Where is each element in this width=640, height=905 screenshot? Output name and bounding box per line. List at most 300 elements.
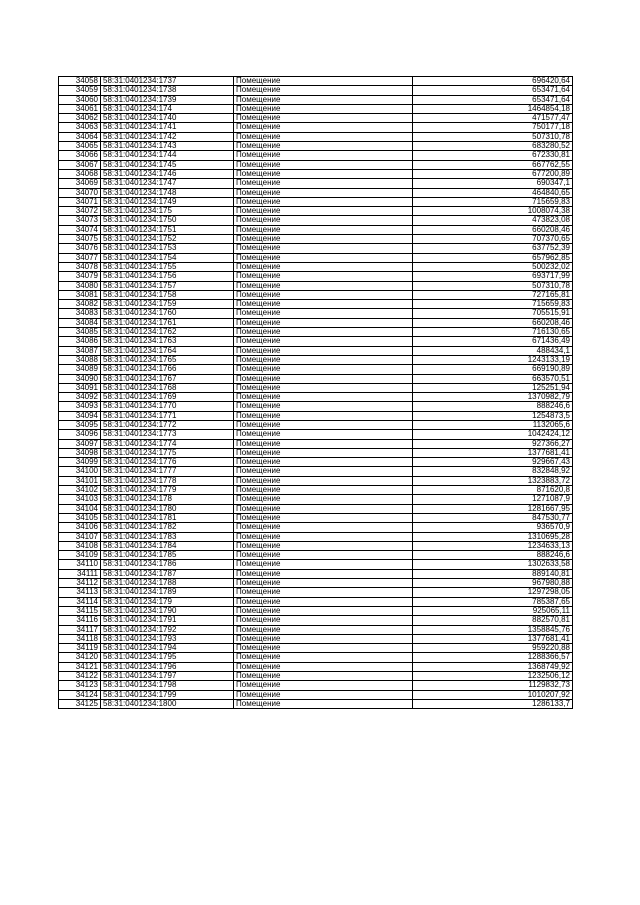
cadastral-number-cell: 58:31:0401234:1752 [101,235,234,244]
table-row [59,244,573,253]
table-row [59,597,573,606]
object-type-cell: Помещение [234,253,413,262]
object-type-cell: Помещение [234,188,413,197]
table-row [59,439,573,448]
table-row [59,551,573,560]
row-number-cell: 34111 [59,569,101,578]
object-type-cell: Помещение [234,569,413,578]
cadastral-value-cell: 1310695,28 [413,532,573,541]
cadastral-number-cell: 58:31:0401234:1745 [101,160,234,169]
cadastral-number-cell: 58:31:0401234:1772 [101,420,234,429]
row-number-cell: 34109 [59,551,101,560]
row-number-cell: 34074 [59,225,101,234]
row-number-cell: 34106 [59,523,101,532]
cadastral-value-cell: 669190,89 [413,365,573,374]
cadastral-value-cell: 1368749,92 [413,662,573,671]
row-number-cell: 34089 [59,365,101,374]
object-type-cell: Помещение [234,160,413,169]
cadastral-number-cell: 58:31:0401234:1739 [101,95,234,104]
object-type-cell: Помещение [234,290,413,299]
object-type-cell: Помещение [234,244,413,253]
object-type-cell: Помещение [234,551,413,560]
row-number-cell: 34080 [59,281,101,290]
cadastral-value-cell: 927366,27 [413,439,573,448]
table-row [59,606,573,615]
table-row [59,569,573,578]
property-table [58,76,573,709]
cadastral-value-cell: 1297298,05 [413,588,573,597]
table-row [59,95,573,104]
cadastral-number-cell: 58:31:0401234:1775 [101,448,234,457]
cadastral-value-cell: 653471,64 [413,86,573,95]
cadastral-value-cell: 750177,18 [413,123,573,132]
cadastral-value-cell: 889140,81 [413,569,573,578]
object-type-cell: Помещение [234,458,413,467]
table-row [59,616,573,625]
cadastral-number-cell: 58:31:0401234:1741 [101,123,234,132]
row-number-cell: 34097 [59,439,101,448]
cadastral-number-cell: 58:31:0401234:178 [101,495,234,504]
object-type-cell: Помещение [234,513,413,522]
row-number-cell: 34108 [59,541,101,550]
object-type-cell: Помещение [234,681,413,690]
cadastral-number-cell: 58:31:0401234:1767 [101,374,234,383]
object-type-cell: Помещение [234,430,413,439]
table-row [59,235,573,244]
object-type-cell: Помещение [234,699,413,708]
cadastral-value-cell: 1288366,57 [413,653,573,662]
object-type-cell: Помещение [234,690,413,699]
table-row [59,411,573,420]
row-number-cell: 34124 [59,690,101,699]
cadastral-value-cell: 888246,6 [413,551,573,560]
row-number-cell: 34107 [59,532,101,541]
cadastral-number-cell: 58:31:0401234:1756 [101,272,234,281]
table-row [59,393,573,402]
table-row [59,672,573,681]
cadastral-number-cell: 58:31:0401234:1746 [101,169,234,178]
cadastral-number-cell: 58:31:0401234:1792 [101,625,234,634]
row-number-cell: 34098 [59,448,101,457]
object-type-cell: Помещение [234,346,413,355]
cadastral-number-cell: 58:31:0401234:175 [101,207,234,216]
table-row [59,346,573,355]
table-row [59,253,573,262]
cadastral-number-cell: 58:31:0401234:1757 [101,281,234,290]
cadastral-value-cell: 473823,08 [413,216,573,225]
row-number-cell: 34120 [59,653,101,662]
table-row [59,513,573,522]
cadastral-value-cell: 967980,88 [413,579,573,588]
cadastral-value-cell: 683280,52 [413,142,573,151]
row-number-cell: 34085 [59,328,101,337]
cadastral-value-cell: 507310,78 [413,281,573,290]
table-row [59,588,573,597]
cadastral-value-cell: 672330,81 [413,151,573,160]
cadastral-value-cell: 671436,49 [413,337,573,346]
table-row [59,114,573,123]
row-number-cell: 34103 [59,495,101,504]
cadastral-number-cell: 58:31:0401234:1774 [101,439,234,448]
object-type-cell: Помещение [234,104,413,113]
table-row [59,207,573,216]
cadastral-number-cell: 58:31:0401234:1747 [101,179,234,188]
cadastral-value-cell: 882570,81 [413,616,573,625]
object-type-cell: Помещение [234,197,413,206]
table-row [59,197,573,206]
cadastral-value-cell: 1323883,72 [413,476,573,485]
cadastral-number-cell: 58:31:0401234:1750 [101,216,234,225]
cadastral-number-cell: 58:31:0401234:1766 [101,365,234,374]
row-number-cell: 34072 [59,207,101,216]
cadastral-number-cell: 58:31:0401234:1751 [101,225,234,234]
object-type-cell: Помещение [234,541,413,550]
cadastral-value-cell: 696420,64 [413,77,573,86]
cadastral-number-cell: 58:31:0401234:1795 [101,653,234,662]
row-number-cell: 34084 [59,318,101,327]
object-type-cell: Помещение [234,328,413,337]
cadastral-value-cell: 1377681,41 [413,634,573,643]
cadastral-value-cell: 677200,89 [413,169,573,178]
object-type-cell: Помещение [234,337,413,346]
row-number-cell: 34121 [59,662,101,671]
row-number-cell: 34068 [59,169,101,178]
cadastral-value-cell: 1358845,76 [413,625,573,634]
object-type-cell: Помещение [234,142,413,151]
cadastral-value-cell: 1129832,73 [413,681,573,690]
cadastral-number-cell: 58:31:0401234:1796 [101,662,234,671]
object-type-cell: Помещение [234,439,413,448]
row-number-cell: 34077 [59,253,101,262]
object-type-cell: Помещение [234,86,413,95]
row-number-cell: 34113 [59,588,101,597]
table-row [59,476,573,485]
cadastral-number-cell: 58:31:0401234:1798 [101,681,234,690]
cadastral-number-cell: 58:31:0401234:1797 [101,672,234,681]
row-number-cell: 34071 [59,197,101,206]
cadastral-value-cell: 1377681,41 [413,448,573,457]
row-number-cell: 34059 [59,86,101,95]
object-type-cell: Помещение [234,365,413,374]
table-row [59,142,573,151]
cadastral-value-cell: 1281667,95 [413,504,573,513]
object-type-cell: Помещение [234,374,413,383]
object-type-cell: Помещение [234,532,413,541]
object-type-cell: Помещение [234,207,413,216]
row-number-cell: 34076 [59,244,101,253]
row-number-cell: 34070 [59,188,101,197]
cadastral-value-cell: 488434,1 [413,346,573,355]
object-type-cell: Помещение [234,560,413,569]
table-row [59,355,573,364]
row-number-cell: 34078 [59,262,101,271]
object-type-cell: Помещение [234,281,413,290]
row-number-cell: 34058 [59,77,101,86]
table-body [59,77,573,709]
row-number-cell: 34101 [59,476,101,485]
table-row [59,625,573,634]
cadastral-value-cell: 727165,81 [413,290,573,299]
table-row [59,337,573,346]
row-number-cell: 34118 [59,634,101,643]
object-type-cell: Помещение [234,634,413,643]
cadastral-value-cell: 705515,91 [413,309,573,318]
table-row [59,579,573,588]
cadastral-number-cell: 58:31:0401234:1788 [101,579,234,588]
cadastral-value-cell: 125251,94 [413,383,573,392]
object-type-cell: Помещение [234,77,413,86]
cadastral-number-cell: 58:31:0401234:1771 [101,411,234,420]
cadastral-number-cell: 58:31:0401234:1737 [101,77,234,86]
row-number-cell: 34088 [59,355,101,364]
row-number-cell: 34073 [59,216,101,225]
row-number-cell: 34100 [59,467,101,476]
table-row [59,225,573,234]
row-number-cell: 34090 [59,374,101,383]
row-number-cell: 34066 [59,151,101,160]
object-type-cell: Помещение [234,355,413,364]
table-row [59,560,573,569]
cadastral-number-cell: 58:31:0401234:1785 [101,551,234,560]
object-type-cell: Помещение [234,662,413,671]
cadastral-number-cell: 58:31:0401234:1790 [101,606,234,615]
table-row [59,86,573,95]
object-type-cell: Помещение [234,504,413,513]
cadastral-number-cell: 58:31:0401234:1759 [101,300,234,309]
object-type-cell: Помещение [234,467,413,476]
row-number-cell: 34114 [59,597,101,606]
object-type-cell: Помещение [234,486,413,495]
table-row [59,486,573,495]
cadastral-number-cell: 58:31:0401234:1748 [101,188,234,197]
row-number-cell: 34075 [59,235,101,244]
table-row [59,216,573,225]
cadastral-value-cell: 500232,02 [413,262,573,271]
cadastral-value-cell: 888246,6 [413,402,573,411]
cadastral-number-cell: 58:31:0401234:1776 [101,458,234,467]
row-number-cell: 34096 [59,430,101,439]
table-row [59,541,573,550]
table-row [59,281,573,290]
cadastral-number-cell: 58:31:0401234:1793 [101,634,234,643]
table-row [59,179,573,188]
object-type-cell: Помещение [234,402,413,411]
object-type-cell: Помещение [234,606,413,615]
cadastral-number-cell: 58:31:0401234:174 [101,104,234,113]
table-row [59,383,573,392]
cadastral-value-cell: 1254873,5 [413,411,573,420]
cadastral-number-cell: 58:31:0401234:1765 [101,355,234,364]
table-row [59,644,573,653]
cadastral-number-cell: 58:31:0401234:1753 [101,244,234,253]
cadastral-number-cell: 58:31:0401234:1800 [101,699,234,708]
table-row [59,699,573,708]
table-row [59,123,573,132]
cadastral-number-cell: 58:31:0401234:1744 [101,151,234,160]
cadastral-number-cell: 58:31:0401234:1770 [101,402,234,411]
table-row [59,402,573,411]
table-row [59,272,573,281]
cadastral-number-cell: 58:31:0401234:1764 [101,346,234,355]
table-row [59,662,573,671]
row-number-cell: 34061 [59,104,101,113]
object-type-cell: Помещение [234,151,413,160]
cadastral-number-cell: 58:31:0401234:1794 [101,644,234,653]
cadastral-value-cell: 871620,8 [413,486,573,495]
cadastral-value-cell: 667762,55 [413,160,573,169]
row-number-cell: 34125 [59,699,101,708]
cadastral-value-cell: 1234633,13 [413,541,573,550]
cadastral-value-cell: 471577,47 [413,114,573,123]
row-number-cell: 34119 [59,644,101,653]
object-type-cell: Помещение [234,616,413,625]
table-row [59,448,573,457]
table-row [59,420,573,429]
cadastral-number-cell: 58:31:0401234:1743 [101,142,234,151]
row-number-cell: 34115 [59,606,101,615]
row-number-cell: 34110 [59,560,101,569]
object-type-cell: Помещение [234,383,413,392]
table-row [59,495,573,504]
row-number-cell: 34087 [59,346,101,355]
object-type-cell: Помещение [234,644,413,653]
cadastral-value-cell: 1010207,92 [413,690,573,699]
cadastral-value-cell: 715659,83 [413,300,573,309]
cadastral-value-cell: 1008074,38 [413,207,573,216]
cadastral-value-cell: 464840,65 [413,188,573,197]
cadastral-value-cell: 1132065,6 [413,420,573,429]
cadastral-number-cell: 58:31:0401234:1761 [101,318,234,327]
cadastral-number-cell: 58:31:0401234:1779 [101,486,234,495]
cadastral-number-cell: 58:31:0401234:1784 [101,541,234,550]
object-type-cell: Помещение [234,169,413,178]
cadastral-value-cell: 959220,88 [413,644,573,653]
object-type-cell: Помещение [234,448,413,457]
row-number-cell: 34063 [59,123,101,132]
row-number-cell: 34122 [59,672,101,681]
table-row [59,328,573,337]
cadastral-number-cell: 58:31:0401234:1791 [101,616,234,625]
cadastral-number-cell: 58:31:0401234:1781 [101,513,234,522]
cadastral-number-cell: 58:31:0401234:1762 [101,328,234,337]
cadastral-number-cell: 58:31:0401234:1755 [101,262,234,271]
row-number-cell: 34102 [59,486,101,495]
object-type-cell: Помещение [234,588,413,597]
table-row [59,151,573,160]
cadastral-number-cell: 58:31:0401234:1799 [101,690,234,699]
cadastral-number-cell: 58:31:0401234:1769 [101,393,234,402]
table-row [59,467,573,476]
cadastral-number-cell: 58:31:0401234:1778 [101,476,234,485]
row-number-cell: 34105 [59,513,101,522]
cadastral-number-cell: 58:31:0401234:1740 [101,114,234,123]
cadastral-value-cell: 1464854,18 [413,104,573,113]
object-type-cell: Помещение [234,579,413,588]
object-type-cell: Помещение [234,95,413,104]
cadastral-number-cell: 58:31:0401234:1754 [101,253,234,262]
table-row [59,374,573,383]
cadastral-number-cell: 58:31:0401234:179 [101,597,234,606]
table-row [59,262,573,271]
row-number-cell: 34083 [59,309,101,318]
cadastral-value-cell: 663570,51 [413,374,573,383]
object-type-cell: Помещение [234,114,413,123]
table-row [59,318,573,327]
table-row [59,188,573,197]
cadastral-number-cell: 58:31:0401234:1742 [101,132,234,141]
cadastral-number-cell: 58:31:0401234:1782 [101,523,234,532]
table-row [59,77,573,86]
object-type-cell: Помещение [234,272,413,281]
cadastral-number-cell: 58:31:0401234:1783 [101,532,234,541]
cadastral-number-cell: 58:31:0401234:1763 [101,337,234,346]
table-row [59,160,573,169]
cadastral-number-cell: 58:31:0401234:1738 [101,86,234,95]
object-type-cell: Помещение [234,262,413,271]
cadastral-value-cell: 1302633,58 [413,560,573,569]
cadastral-value-cell: 925065,11 [413,606,573,615]
row-number-cell: 34116 [59,616,101,625]
object-type-cell: Помещение [234,523,413,532]
cadastral-number-cell: 58:31:0401234:1780 [101,504,234,513]
cadastral-value-cell: 1243133,19 [413,355,573,364]
cadastral-number-cell: 58:31:0401234:1773 [101,430,234,439]
cadastral-value-cell: 1042424,12 [413,430,573,439]
cadastral-value-cell: 785387,65 [413,597,573,606]
cadastral-value-cell: 660208,46 [413,318,573,327]
cadastral-value-cell: 832848,92 [413,467,573,476]
row-number-cell: 34086 [59,337,101,346]
row-number-cell: 34067 [59,160,101,169]
object-type-cell: Помещение [234,309,413,318]
cadastral-value-cell: 1370982,79 [413,393,573,402]
cadastral-number-cell: 58:31:0401234:1787 [101,569,234,578]
table-row [59,532,573,541]
cadastral-number-cell: 58:31:0401234:1758 [101,290,234,299]
cadastral-value-cell: 707370,65 [413,235,573,244]
table-row [59,365,573,374]
row-number-cell: 34065 [59,142,101,151]
cadastral-number-cell: 58:31:0401234:1749 [101,197,234,206]
table-row [59,309,573,318]
cadastral-number-cell: 58:31:0401234:1760 [101,309,234,318]
cadastral-value-cell: 847530,77 [413,513,573,522]
row-number-cell: 34094 [59,411,101,420]
cadastral-number-cell: 58:31:0401234:1777 [101,467,234,476]
row-number-cell: 34117 [59,625,101,634]
row-number-cell: 34082 [59,300,101,309]
cadastral-value-cell: 716130,65 [413,328,573,337]
object-type-cell: Помещение [234,318,413,327]
cadastral-value-cell: 690347,1 [413,179,573,188]
cadastral-number-cell: 58:31:0401234:1786 [101,560,234,569]
object-type-cell: Помещение [234,300,413,309]
row-number-cell: 34112 [59,579,101,588]
table-row [59,653,573,662]
row-number-cell: 34091 [59,383,101,392]
table-row [59,430,573,439]
row-number-cell: 34104 [59,504,101,513]
row-number-cell: 34092 [59,393,101,402]
table-row [59,690,573,699]
object-type-cell: Помещение [234,179,413,188]
row-number-cell: 34060 [59,95,101,104]
cadastral-value-cell: 715659,83 [413,197,573,206]
object-type-cell: Помещение [234,420,413,429]
table-row [59,132,573,141]
row-number-cell: 34123 [59,681,101,690]
row-number-cell: 34064 [59,132,101,141]
